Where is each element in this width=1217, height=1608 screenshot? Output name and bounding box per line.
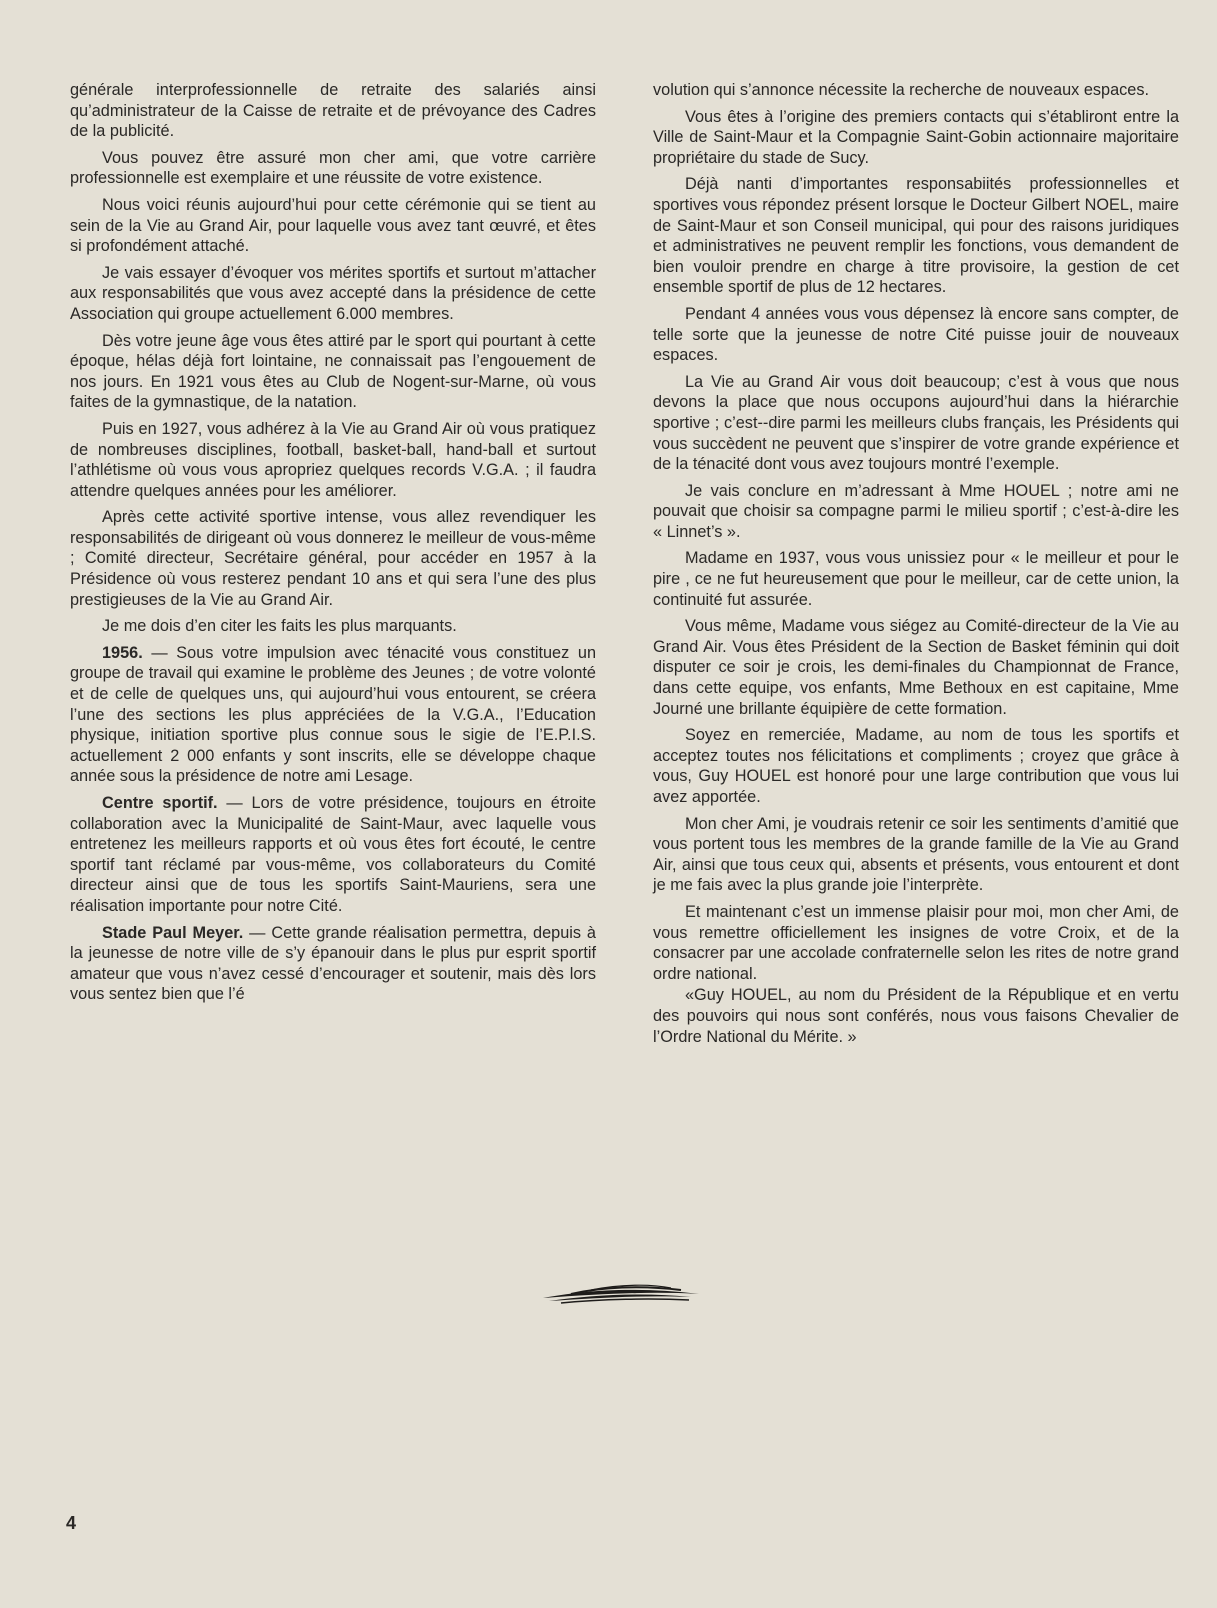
paragraph: Je me dois d’en citer les faits les plus marquants.	[102, 617, 457, 636]
paragraph: Déjà nanti d’importantes responsabiités professionnelles et sportives vous répondez présent lorsque le Docteur Gilbert NOEL, maire de Saint-Maur et son Conseil municipal, qui pour des raisons juridiques et administratives ne peuvent remplir les fonctions, vous demandent de bien vouloir prendre en charge à titre provisoire, la gestion de cet ensemble sportif de plus de 12 hectares.	[653, 175, 1179, 297]
paragraph-centre-sportif	[70, 793, 596, 917]
paragraph: Mon cher Ami, je voudrais retenir ce soir les sentiments d’amitié que vous portent tous les membres de la grande famille de la Vie au Grand Air, ainsi que tous ceux qui, absents et présents, vous entourent et dont je me fais avec la plus grande joie l’interprète.	[653, 814, 1179, 895]
paragraph-stade-paul-meyer	[70, 923, 596, 1005]
paragraph-body: — Sous votre impulsion avec ténacité vous constituez un groupe de travail qui examine le problème des Jeunes ; de votre volonté et de celle de quelques uns, qui aujourd’hui vous entourent, se créera l’une des sections les plus appréciées de la V.G.A., l’Education physique, initiation sportive plus connue sous le sigie de l’E.P.I.S. actuellement 2 000 enfants y sont inscrits, elle se développe chaque année sous la présidence de notre ami Lesage.	[70, 643, 596, 786]
paragraph-lead: Centre sportif.	[102, 794, 218, 812]
paragraph-body: — Lors de votre présidence, toujours en étroite collaboration avec la Municipalité de Saint-Maur, avec laquelle vous entretenez les meilleurs rapports et où vous êtes fort écouté, le centre sportif tant réclamé par vous-même, vos collaborateurs du Comité directeur ainsi que de tous les sportifs Saint-Mauriens, sera une réalisation importante pour notre Cité.	[70, 794, 596, 915]
paragraph: Puis en 1927, vous adhérez à la Vie au Grand Air où vous pratiquez de nombreuses disciplines, football, basket-ball, hand-ball et surtout l’athlétisme où vous vous apropriez quelques records V.G.A. ; il faudra attendre quelques années pour les améliorer.	[70, 419, 596, 500]
paragraph: Nous voici réunis aujourd’hui pour cette cérémonie qui se tient au sein de la Vie au Grand Air, pour laquelle vous avez tant œuvré, et êtes si profondément attaché.	[70, 195, 596, 256]
paragraph: volution qui s’annonce nécessite la recherche de nouveaux espaces.	[653, 81, 1149, 99]
paragraph: La Vie au Grand Air vous doit beaucoup; c’est à vous que nous devons la place que nous occupons aujourd’hui dans la hiérarchie sportive ; c’est--dire parmi les meilleurs clubs français, les Présidents qui vous succèdent ne peuvent que s’inspirer de votre grande expérience et de la ténacité dont vous avez toujours montré l’exemple.	[653, 372, 1179, 474]
paragraph: Pendant 4 années vous vous dépensez là encore sans compter, de telle sorte que la jeunesse de notre Cité puisse jouir de nouveaux espaces.	[653, 304, 1179, 365]
paragraph-quote: «Guy HOUEL, au nom du Président de la République et en vertu des pouvoirs qui nous sont conférés, nous vous faisons Chevalier de l’Ordre National du Mérite. »	[653, 986, 1179, 1046]
paragraph: Vous même, Madame vous siégez au Comité-directeur de la Vie au Grand Air. Vous êtes Président de la Section de Basket féminin qui doit disputer ce soir je crois, les demi-finales du Championnat de France, dans cette equipe, vos enfants, Mme Bethoux en est capitaine, Mme Journé une brillante équipière de cette formation.	[653, 617, 1179, 718]
paragraph-body: — Cette grande réalisation permettra, depuis à la jeunesse de notre ville de s’y épanouir dans le plus pur esprit sportif amateur que vous n’avez cessé d’encourager et soutenir, mais dès lors vous sentez bien que l’é	[70, 923, 596, 1004]
paragraph-lead: 1956.	[102, 643, 143, 662]
paragraph-1956	[70, 643, 596, 787]
swash-divider-icon	[541, 1281, 701, 1305]
paragraph: générale interprofessionnelle de retraite des salariés ainsi qu’administrateur de la Caisse de retraite et de prévoyance des Cadres de la publicité.	[70, 81, 596, 141]
paragraph: Vous êtes à l’origine des premiers contacts qui s’établiront entre la Ville de Saint-Maur et la Compagnie Saint-Gobin actionnaire majoritaire propriétaire du stade de Sucy.	[653, 107, 1179, 167]
paragraph: Soyez en remerciée, Madame, au nom de tous les sportifs et acceptez toutes nos félicitations et compliments ; croyez que grâce à vous, Guy HOUEL est honoré pour une large contribution que vous lui avez apportée.	[653, 726, 1179, 806]
right-column	[653, 80, 1179, 1053]
paragraph: Je vais conclure en m’adressant à Mme HOUEL ; notre ami ne pouvait que choisir sa compagne parmi le milieu sportif ; c’est-à-dire les « Linnet’s ».	[653, 481, 1179, 541]
paragraph: Je vais essayer d’évoquer vos mérites sportifs et surtout m’attacher aux responsabilités que vous avez accepté dans la présidence de cette Association qui groupe actuellement 6.000 membres.	[70, 263, 596, 323]
page-number: 4	[66, 1513, 77, 1533]
paragraph: Après cette activité sportive intense, vous allez revendiquer les responsabilités de dirigeant où vous donnerez le meilleur de vous-même ; Comité directeur, Secrétaire général, pour accéder en 1957 à la Présidence où vous resterez pendant 10 ans et qui sera l’une des plus prestigieuses de la Vie au Grand Air.	[70, 508, 596, 609]
left-column	[70, 80, 596, 1011]
paragraph: Dès votre jeune âge vous êtes attiré par le sport qui pourtant à cette époque, hélas déjà fort lointaine, ne connaissait pas l’engouement de nos jours. En 1921 vous êtes au Club de Nogent-sur-Marne, où vous faites de la gymnastique, de la natation.	[70, 331, 596, 412]
paragraph: Madame en 1937, vous vous unissiez pour « le meilleur et pour le pire , ce ne fut heureusement que pour le meilleur, car de cette union, la continuité fut assurée.	[653, 549, 1179, 609]
paragraph-lead: Stade Paul Meyer.	[102, 923, 244, 942]
paragraph: Vous pouvez être assuré mon cher ami, que votre carrière professionnelle est exemplaire et une réussite de votre existence.	[70, 148, 596, 188]
paragraph: Et maintenant c’est un immense plaisir pour moi, mon cher Ami, de vous remettre officiellement les insignes de votre Croix, et de la consacrer par une accolade confraternelle selon les rites de notre grand ordre national.	[653, 902, 1179, 983]
